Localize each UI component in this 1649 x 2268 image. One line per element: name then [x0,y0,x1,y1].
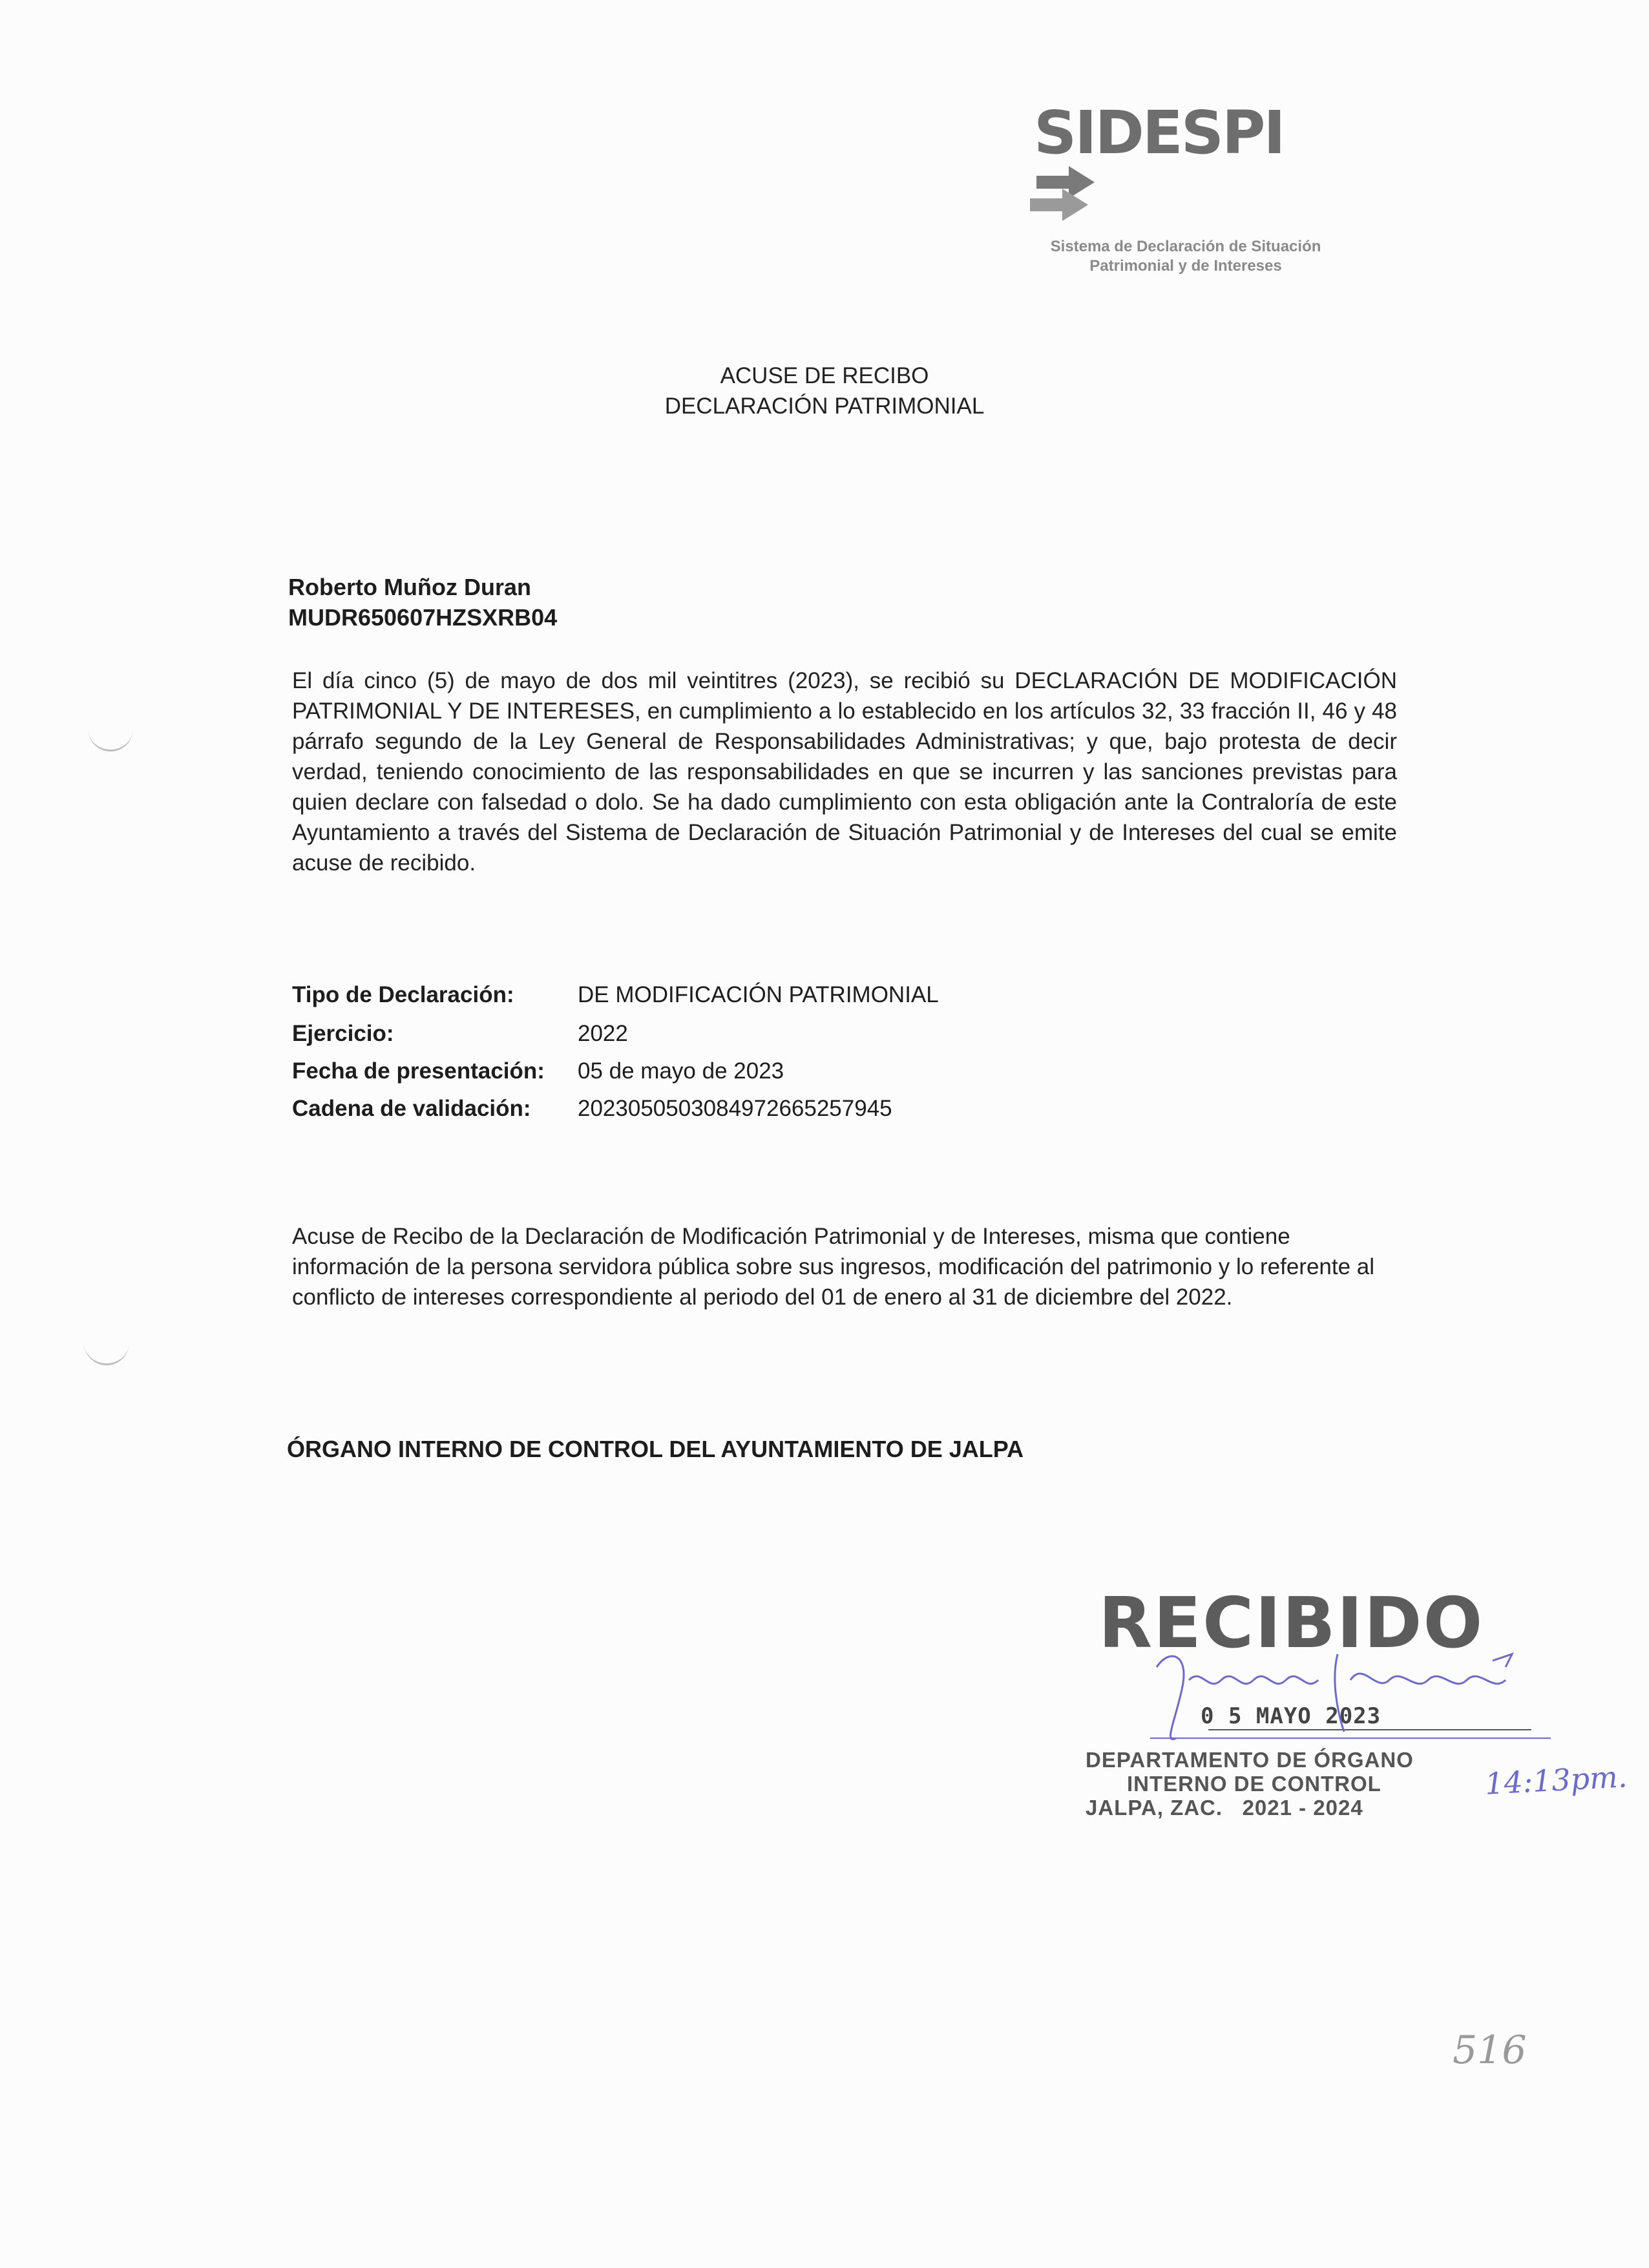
logo-subtitle-2: Patrimonial y de Intereses [1089,257,1282,275]
field-value: 2022 [578,1021,628,1046]
sidespi-logo [1034,98,1338,276]
punch-hole-bottom [84,1338,129,1365]
stamp-dept-line: DEPARTAMENTO DE ÓRGANO [1086,1748,1414,1772]
field-value: DE MODIFICACIÓN PATRIMONIAL [578,982,939,1007]
received-stamp [1086,1583,1577,1842]
field-label: Fecha de presentación: [292,1058,545,1084]
handwritten-time: 14:13pm. [1484,1759,1628,1801]
logo-subtitle-1: Sistema de Declaración de Situación [1050,238,1321,255]
stamp-dept-line: JALPA, ZAC. 2021 - 2024 [1086,1796,1363,1820]
signature-icon [1144,1641,1557,1751]
stamp-department [1086,1748,1414,1820]
issuing-organ: ÓRGANO INTERNO DE CONTROL DEL AYUNTAMIENTO DE JALPA [287,1436,1024,1462]
declarant-rfc: MUDR650607HZSXRB04 [288,604,558,631]
stamp-dept-line: INTERNO DE CONTROL [1127,1772,1381,1796]
document-title: ACUSE DE RECIBO [720,363,929,388]
arrows-icon [1030,163,1108,237]
field-value: 20230505030849726652579​45 [578,1096,892,1121]
logo-wordmark: SIDESPI [1034,98,1284,167]
field-label: Cadena de validación: [292,1096,531,1121]
field-label: Tipo de Declaración: [292,982,514,1007]
stamp-title: RECIBIDO [1098,1583,1484,1664]
punch-hole-top [88,724,133,751]
field-label: Ejercicio: [292,1021,394,1046]
page-number: 516 [1453,2028,1527,2073]
field-value: 05 de mayo de 2023 [578,1058,784,1084]
stamp-date: 0 5 MAYO 2023 [1201,1703,1381,1729]
document-subtitle: DECLARACIÓN PATRIMONIAL [664,394,985,419]
summary-paragraph: Acuse de Recibo de la Declaración de Modificación Patrimonial y de Intereses, misma que contiene información de la persona servidora pública sobre sus ingresos, modificación del patrimonio y lo referente al conflicto de intereses correspondiente al periodo del 01 de enero al 31 de diciembre del 2022. [292,1224,1375,1310]
declarant-name: Roberto Muñoz Duran [288,574,531,600]
receipt-paragraph: El día cinco (5) de mayo de dos mil veintitres (2023), se recibió su DECLARACIÓN DE MODIFICACIÓN PATRIMONIAL Y DE INTERESES, en cumplimiento a lo establecido en los artículos 32, 33 fracción II, 46 y 48 párrafo segundo de la Ley General de Responsabilidades Administrativas; y que, bajo protesta de decir verdad, teniendo conocimiento de las responsabilidades en que se incurren y las sanciones previstas para quien declare con falsedad o dolo. Se ha dado cumplimiento con esta obligación ante la Contraloría de este Ayuntamiento a través del Sistema de Declaración de Situación Patrimonial y de Intereses del cual se emite acuse de recibido. [292,668,1397,876]
